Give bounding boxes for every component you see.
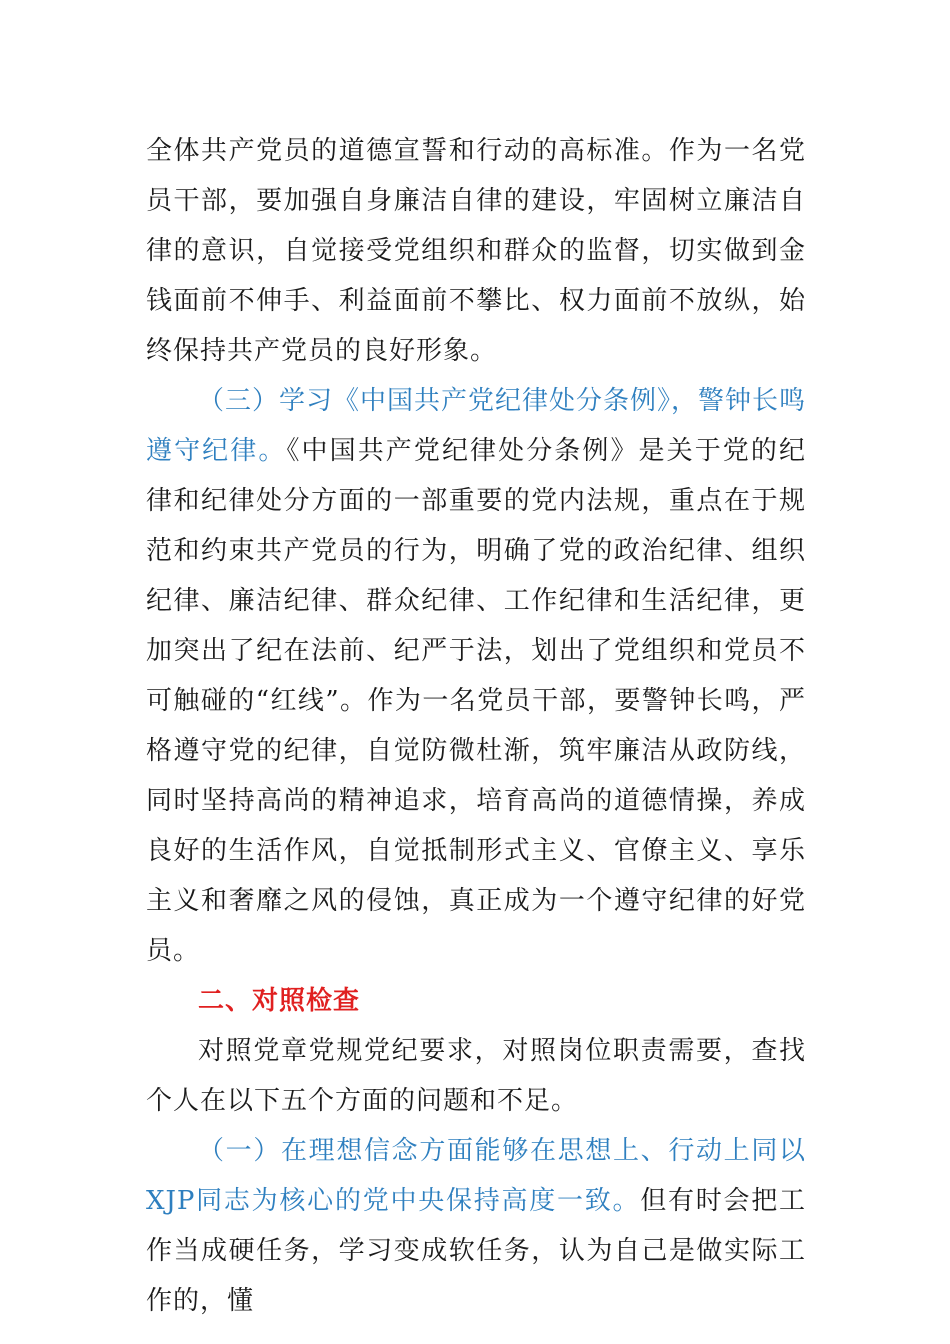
paragraph-2	[146, 376, 806, 976]
paragraph-2-body: 《中国共产党纪律处分条例》是关于党的纪律和纪律处分方面的一部重要的党内法规，重点在于规范和约束共产党员的行为，明确了党的政治纪律、组织纪律、廉洁纪律、群众纪律、工作纪律和生活纪律，更加突出了纪在法前、纪严于法，划出了党组织和党员不可触碰的“红线”。作为一名党员干部，要警钟长鸣，严格遵守党的纪律，自觉防微杜渐，筑牢廉洁从政防线，同时坚持高尚的精神追求，培育高尚的道德情操，养成良好的生活作风，自觉抵制形式主义、官僚主义、享乐主义和奢靡之风的侵蚀，真正成为一个遵守纪律的好党员。	[146, 436, 806, 966]
paragraph-4	[146, 1126, 806, 1326]
document-body	[146, 126, 806, 1326]
section-heading-2: 二、对照检查	[198, 986, 361, 1016]
subheading-1: （一）在理想信念方面能够在思想上、行动上同以XJP同志为核心的党中央保持高度一致。	[146, 1136, 806, 1216]
subheading-3: （三）学习《中国共产党纪律处分条例》，警钟长鸣遵守纪律。	[146, 386, 807, 466]
paragraph-3: 对照党章党规党纪要求，对照岗位职责需要，查找个人在以下五个方面的问题和不足。	[146, 1036, 806, 1116]
paragraph-1: 全体共产党员的道德宣誓和行动的高标准。作为一名党员干部，要加强自身廉洁自律的建设，牢固树立廉洁自律的意识，自觉接受党组织和群众的监督，切实做到金钱面前不伸手、利益面前不攀比、权力面前不放纵，始终保持共产党员的良好形象。	[146, 136, 806, 366]
paragraph-4-body: 但有时会把工作当成硬任务，学习变成软任务，认为自己是做实际工作的，懂	[146, 1186, 806, 1316]
